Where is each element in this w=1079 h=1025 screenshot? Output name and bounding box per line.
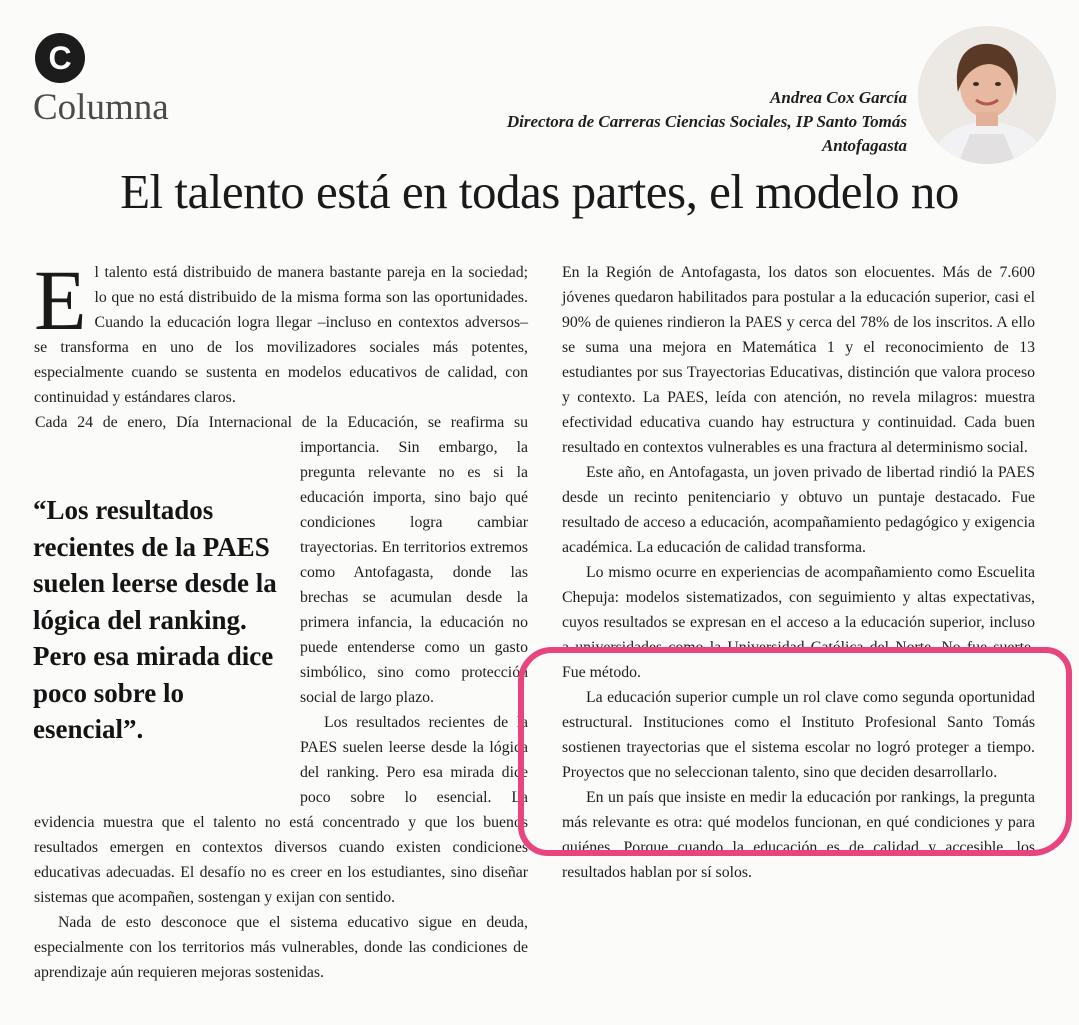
paragraph-6: Este año, en Antofagasta, un joven privado de libertad rindió la PAES desde un recinto penitenciario y obtuvo un puntaje destacado. Fue resultado de acceso a educación, acompañamiento pedagógico y exigencia académica. La educación de calidad transforma. (562, 464, 1035, 556)
author-block (507, 86, 907, 158)
author-portrait-illustration (918, 26, 1056, 164)
column-right (562, 260, 1035, 885)
author-name: Andrea Cox García (770, 88, 907, 107)
paragraph-5: En la Región de Antofagasta, los datos son elocuentes. Más de 7.600 jóvenes quedaron habilitados para postular a la educación superior, casi el 90% de quienes rindieron la PAES y cerca del 78% de los inscritos. A ello se suma una mejora en Matemática 1 y el reconocimiento de 13 estudiantes por sus Trayectorias Educativas, distinción que valora proceso y contexto. La PAES, leída con atención, no revela milagros: muestra efectividad educativa cuando hay estructura y continuidad. Cada buen resultado en contextos vulnerables es una fractura al determinismo social. (562, 264, 1035, 456)
author-role: Directora de Carreras Ciencias Sociales, IP Santo Tomás (506, 112, 907, 131)
drop-cap: E (34, 252, 87, 348)
column-badge: C (35, 33, 85, 83)
paragraph-4: Nada de esto desconoce que el sistema educativo sigue en deuda, especialmente con los territorios más vulnerables, donde las condiciones de aprendizaje aún requieren mejoras sostenidas. (34, 914, 528, 981)
paragraph-3: Los resultados recientes de la PAES suelen leerse desde la lógica del ranking. Pero esa mirada dice poco sobre lo esencial. La evidencia muestra que el talento no está concentrado y que los buenos resultados emergen en contextos diversos cuando existen condiciones educativas adecuadas. El desafío no es creer en los estudiantes, sino diseñar sistemas que acompañen, sostengan y exijan con sentido. (34, 714, 528, 906)
headline: El talento está en todas partes, el modelo no (120, 164, 959, 219)
pull-quote: “Los resultados recientes de la PAES suelen leerse desde la lógica del ranking. Pero esa mirada dice poco sobre lo esencial”. (33, 495, 277, 744)
paragraph-9: En un país que insiste en medir la educación por rankings, la pregunta más relevante es otra: qué modelos funcionan, en qué condiciones y para quiénes. Porque cuando la educación es de calidad y accesible, los resultados hablan por sí solos. (562, 789, 1035, 881)
paragraph-1: l talento está distribuido de manera bastante pareja en la sociedad; lo que no está distribuido de la misma forma son las oportunidades. Cuando la educación logra llegar –incluso en contextos adversos– se transforma en uno de los movilizadores sociales más potentes, especialmente cuando se sustenta en modelos educativos de calidad, con continuidad y estándares claros. (34, 264, 528, 406)
paragraph-2: Cada 24 de enero, Día Internacional de la Educación, se reafirma su importancia. Sin embargo, la pregunta relevante no es si la educación importa, sino bajo qué condiciones logra cambiar trayectorias. En territorios extremos como Antofagasta, donde las brechas se acumulan desde la primera infancia, la educación no puede entenderse como un gasto simbólico, sino como protección social de largo plazo. (35, 414, 528, 706)
paragraph-7: Lo mismo ocurre en experiencias de acompañamiento como Escuelita Chepuja: modelos sistematizados, con seguimiento y altas expectativas, cuyos resultados se expresan en el acceso a la educación superior, incluso a universidades como la Universidad Católica del Norte. No fue suerte. Fue método. (562, 564, 1035, 681)
author-city: Antofagasta (821, 136, 907, 155)
paragraph-8: La educación superior cumple un rol clave como segunda oportunidad estructural. Instituciones como el Instituto Profesional Santo Tomás sostienen trayectorias que el sistema escolar no logró proteger a tiempo. Proyectos que no seleccionan talento, sino que deciden desarrollarlo. (562, 689, 1035, 781)
section-label: Columna (33, 87, 169, 128)
author-photo (918, 26, 1056, 164)
